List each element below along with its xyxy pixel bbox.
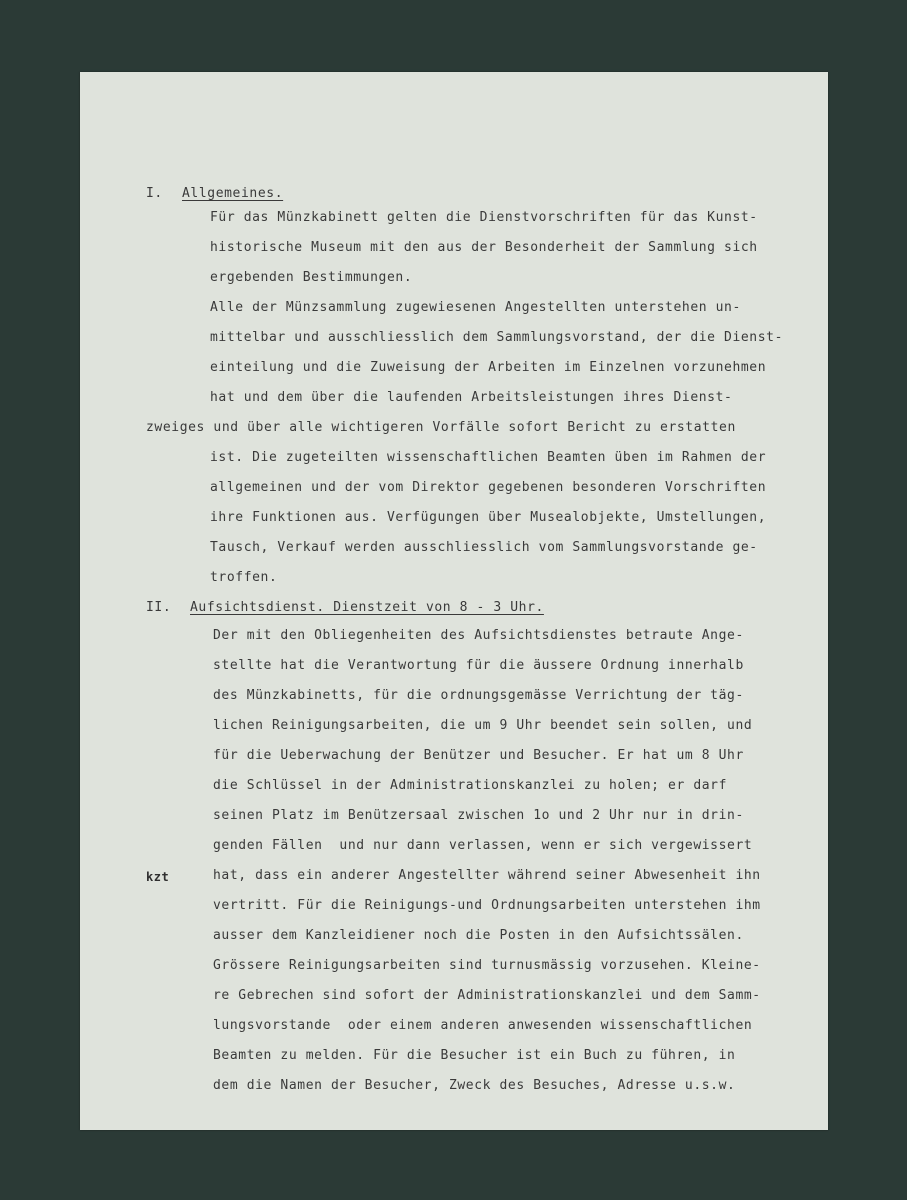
text-line: re Gebrechen sind sofort der Administrationskanzlei und dem Samm- [213, 988, 761, 1003]
text-line: die Schlüssel in der Administrationskanzlei zu holen; er darf [213, 778, 728, 793]
margin-note: kzt [146, 870, 170, 884]
text-line: Alle der Münzsammlung zugewiesenen Angestellten unterstehen un- [210, 300, 741, 315]
text-line: lichen Reinigungsarbeiten, die um 9 Uhr beendet sein sollen, und [213, 718, 753, 733]
section-1-number: I. [146, 186, 163, 201]
text-line: dem die Namen der Besucher, Zweck des Besuches, Adresse u.s.w. [213, 1078, 736, 1093]
text-line: mittelbar und ausschliesslich dem Sammlungsvorstand, der die Dienst- [210, 330, 784, 345]
text-line: für die Ueberwachung der Benützer und Besucher. Er hat um 8 Uhr [213, 748, 744, 763]
text-line: allgemeinen und der vom Direktor gegebenen besonderen Vorschriften [210, 480, 767, 495]
text-line: ergebenden Bestimmungen. [210, 270, 413, 285]
text-line: lungsvorstande oder einem anderen anwesenden wissenschaftlichen [213, 1018, 753, 1033]
text-line: troffen. [210, 570, 278, 585]
text-line: zweiges und über alle wichtigeren Vorfälle sofort Bericht zu erstatten [146, 420, 736, 435]
text-line: Beamten zu melden. Für die Besucher ist ein Buch zu führen, in [213, 1048, 736, 1063]
typewritten-page [80, 72, 828, 1130]
section-1-title: Allgemeines. [182, 186, 284, 201]
text-line: Der mit den Obliegenheiten des Aufsichtsdienstes betraute Ange- [213, 628, 744, 643]
text-line: ausser dem Kanzleidiener noch die Posten in den Aufsichtssälen. [213, 928, 744, 943]
section-2-title: Aufsichtsdienst. Dienstzeit von 8 - 3 Uhr. [190, 600, 544, 615]
text-line: ihre Funktionen aus. Verfügungen über Musealobjekte, Umstellungen, [210, 510, 767, 525]
text-line: Tausch, Verkauf werden ausschliesslich vom Sammlungsvorstande ge- [210, 540, 758, 555]
text-line: ist. Die zugeteilten wissenschaftlichen Beamten üben im Rahmen der [210, 450, 767, 465]
text-line: Grössere Reinigungsarbeiten sind turnusmässig vorzusehen. Kleine- [213, 958, 761, 973]
text-line: einteilung und die Zuweisung der Arbeiten im Einzelnen vorzunehmen [210, 360, 767, 375]
text-line: stellte hat die Verantwortung für die äussere Ordnung innerhalb [213, 658, 744, 673]
section-2-number: II. [146, 600, 172, 615]
text-line: hat, dass ein anderer Angestellter während seiner Abwesenheit ihn [213, 868, 761, 883]
text-line: seinen Platz im Benützersaal zwischen 1o und 2 Uhr nur in drin- [213, 808, 744, 823]
text-line: vertritt. Für die Reinigungs-und Ordnungsarbeiten unterstehen ihm [213, 898, 761, 913]
text-line: Für das Münzkabinett gelten die Dienstvorschriften für das Kunst- [210, 210, 758, 225]
text-line: hat und dem über die laufenden Arbeitsleistungen ihres Dienst- [210, 390, 733, 405]
text-line: des Münzkabinetts, für die ordnungsgemässe Verrichtung der täg- [213, 688, 744, 703]
text-line: genden Fällen und nur dann verlassen, wenn er sich vergewissert [213, 838, 753, 853]
text-line: historische Museum mit den aus der Besonderheit der Sammlung sich [210, 240, 758, 255]
